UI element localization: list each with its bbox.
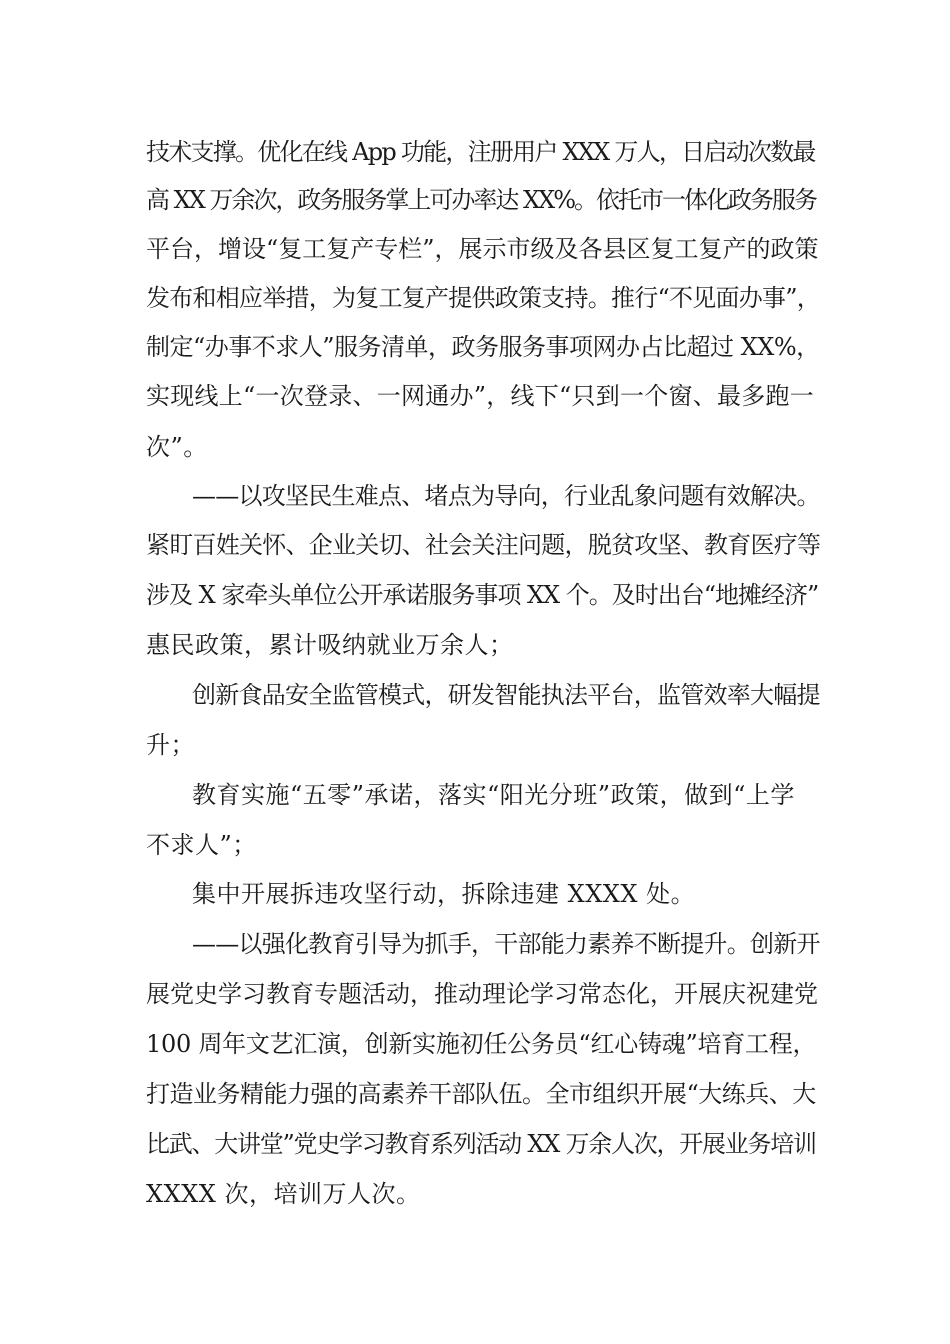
text-line: 制定“办事不求人”服务清单，政务服务事项网办占比超过 XX%， <box>146 333 820 361</box>
text-line: 次”。 <box>146 433 208 461</box>
text-line: 实现线上“一次登录、一网通办”，线下“只到一个窗、最多跑一 <box>146 382 815 410</box>
text-line: 涉及 X 家牵头单位公开承诺服务事项 XX 个。及时出台“地摊经济” <box>146 581 819 609</box>
text-line: ——以攻坚民生难点、堵点为导向，行业乱象问题有效解决。 <box>192 482 820 510</box>
text-line: XXXX 次，培训万人次。 <box>146 1180 421 1208</box>
text-line: 紧盯百姓关怀、企业关切、社会关注问题，脱贫攻坚、教育医疗等 <box>146 531 821 559</box>
text-line: 集中开展拆违攻坚行动，拆除违建 XXXX 处。 <box>192 880 696 908</box>
text-line: 技术支撑。优化在线 App 功能，注册用户 XXX 万人，日启动次数最 <box>146 138 815 166</box>
text-line: 平台，增设“复工复产专栏”，展示市级及各县区复工复产的政策 <box>146 235 819 263</box>
text-line: ——以强化教育引导为抓手，干部能力素养不断提升。创新开 <box>192 930 820 958</box>
text-line: 不求人”； <box>146 831 257 859</box>
text-line: 比武、大讲堂”党史学习教育系列活动 XX 万余人次，开展业务培训 <box>146 1130 816 1158</box>
text-line: 创新食品安全监管模式，研发智能执法平台，监管效率大幅提 <box>192 681 820 709</box>
text-line: 升； <box>146 731 195 759</box>
text-line: 发布和相应举措，为复工复产提供政策支持。推行“不见面办事”， <box>146 284 821 312</box>
text-line: 展党史学习教育专题活动，推动理论学习常态化，开展庆祝建党 <box>146 980 818 1008</box>
text-line: 打造业务精能力强的高素养干部队伍。全市组织开展“大练兵、大 <box>146 1080 816 1108</box>
text-line: 惠民政策，累计吸纳就业万余人； <box>146 631 514 659</box>
text-line: 100 周年文艺汇演，创新实施初任公务员“红心铸魂”培育工程， <box>146 1030 817 1058</box>
text-line: 教育实施“五零”承诺，落实“阳光分班”政策，做到“上学 <box>192 781 795 809</box>
text-line: 高 XX 万余次，政务服务掌上可办率达 XX%。依托市一体化政务服务 <box>146 186 817 214</box>
